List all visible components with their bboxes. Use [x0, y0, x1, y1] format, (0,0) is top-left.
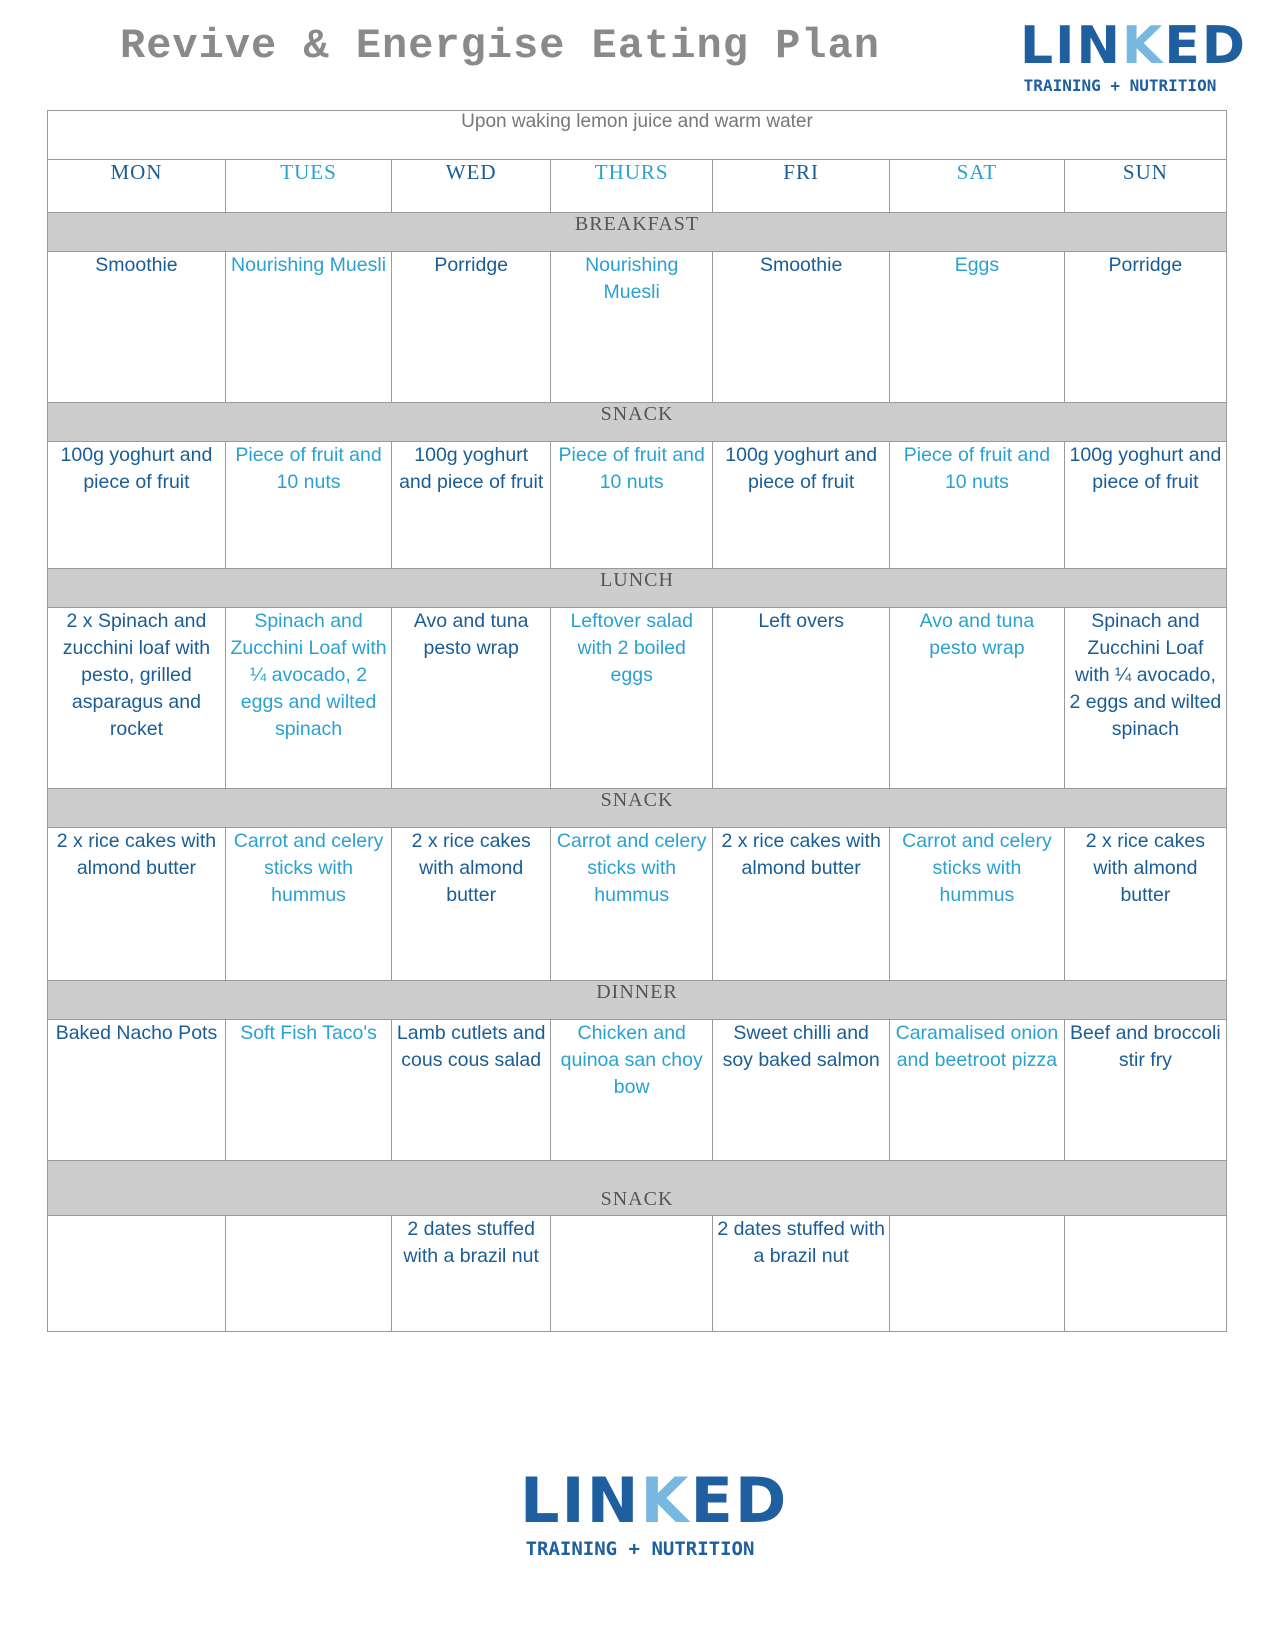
meal-cell: Soft Fish Taco's [225, 1020, 391, 1161]
logo-wordmark: LINKED [520, 1464, 789, 1537]
meal-cell: Baked Nacho Pots [48, 1020, 226, 1161]
section-row [48, 1161, 1227, 1216]
section-row [48, 569, 1227, 608]
meal-cell: 100g yoghurt and piece of fruit [48, 442, 226, 569]
meal-cell: 2 x rice cakes with almond butter [392, 828, 551, 981]
meal-cell: Leftover salad with 2 boiled eggs [551, 608, 713, 789]
section-label: BREAKFAST [48, 213, 1227, 252]
meal-cell: Piece of fruit and 10 nuts [551, 442, 713, 569]
meal-cell: Left overs [713, 608, 890, 789]
meal-cell: Carrot and celery sticks with hummus [225, 828, 391, 981]
intro-row [48, 111, 1227, 160]
day-header: SUN [1064, 160, 1226, 213]
page-title: Revive & Energise Eating Plan [120, 22, 880, 70]
meal-cell: 100g yoghurt and piece of fruit [1064, 442, 1226, 569]
meal-cell: Nourishing Muesli [225, 252, 391, 403]
meal-cell: Porridge [392, 252, 551, 403]
logo-wordmark: LINKED [1020, 16, 1247, 76]
meal-cell [48, 1216, 226, 1332]
day-header: SAT [890, 160, 1065, 213]
meal-cell: Carrot and celery sticks with hummus [551, 828, 713, 981]
intro-text: Upon waking lemon juice and warm water [48, 111, 1227, 160]
logo-subtitle: TRAINING + NUTRITION [1023, 76, 1217, 95]
meal-cell: Spinach and Zucchini Loaf with ¼ avocado, 2 eggs and wilted spinach [225, 608, 391, 789]
meal-cell: 100g yoghurt and piece of fruit [713, 442, 890, 569]
meal-cell: Piece of fruit and 10 nuts [225, 442, 391, 569]
meal-cell: 2 dates stuffed with a brazil nut [713, 1216, 890, 1332]
meal-cell: Piece of fruit and 10 nuts [890, 442, 1065, 569]
meal-cell: 2 x rice cakes with almond butter [1064, 828, 1226, 981]
section-row [48, 213, 1227, 252]
meal-cell [890, 1216, 1065, 1332]
meal-cell: 2 x rice cakes with almond butter [713, 828, 890, 981]
meal-cell: Nourishing Muesli [551, 252, 713, 403]
meal-row [48, 828, 1227, 981]
meal-cell: Carrot and celery sticks with hummus [890, 828, 1065, 981]
logo-subtitle: TRAINING + NUTRITION [525, 1538, 755, 1560]
meal-cell [551, 1216, 713, 1332]
meal-cell: Avo and tuna pesto wrap [392, 608, 551, 789]
meal-cell: Eggs [890, 252, 1065, 403]
meal-cell: Beef and broccoli stir fry [1064, 1020, 1226, 1161]
section-label: DINNER [48, 981, 1227, 1020]
meal-row [48, 1216, 1227, 1332]
meal-plan-table [47, 110, 1227, 1332]
meal-cell: Smoothie [713, 252, 890, 403]
day-header: WED [392, 160, 551, 213]
meal-cell: Porridge [1064, 252, 1226, 403]
meal-cell: Chicken and quinoa san choy bow [551, 1020, 713, 1161]
meal-cell: 2 dates stuffed with a brazil nut [392, 1216, 551, 1332]
section-label: SNACK [48, 789, 1227, 828]
meal-cell: Caramalised onion and beetroot pizza [890, 1020, 1065, 1161]
logo-bottom [520, 1464, 789, 1560]
meal-cell: Smoothie [48, 252, 226, 403]
day-header-row [48, 160, 1227, 213]
meal-row [48, 608, 1227, 789]
day-header: MON [48, 160, 226, 213]
meal-row [48, 252, 1227, 403]
day-header: TUES [225, 160, 391, 213]
section-label: LUNCH [48, 569, 1227, 608]
meal-cell: Spinach and Zucchini Loaf with ¼ avocado, 2 eggs and wilted spinach [1064, 608, 1226, 789]
meal-cell: Lamb cutlets and cous cous salad [392, 1020, 551, 1161]
day-header: THURS [551, 160, 713, 213]
meal-row [48, 1020, 1227, 1161]
meal-cell: Avo and tuna pesto wrap [890, 608, 1065, 789]
day-header: FRI [713, 160, 890, 213]
section-label: SNACK [48, 403, 1227, 442]
section-label: SNACK [48, 1161, 1227, 1216]
meal-cell: 2 x rice cakes with almond butter [48, 828, 226, 981]
logo-top [1020, 16, 1247, 95]
meal-row [48, 442, 1227, 569]
meal-cell [225, 1216, 391, 1332]
section-row [48, 981, 1227, 1020]
meal-cell: 100g yoghurt and piece of fruit [392, 442, 551, 569]
section-row [48, 403, 1227, 442]
meal-cell: Sweet chilli and soy baked salmon [713, 1020, 890, 1161]
meal-cell [1064, 1216, 1226, 1332]
meal-cell: 2 x Spinach and zucchini loaf with pesto, grilled asparagus and rocket [48, 608, 226, 789]
section-row [48, 789, 1227, 828]
